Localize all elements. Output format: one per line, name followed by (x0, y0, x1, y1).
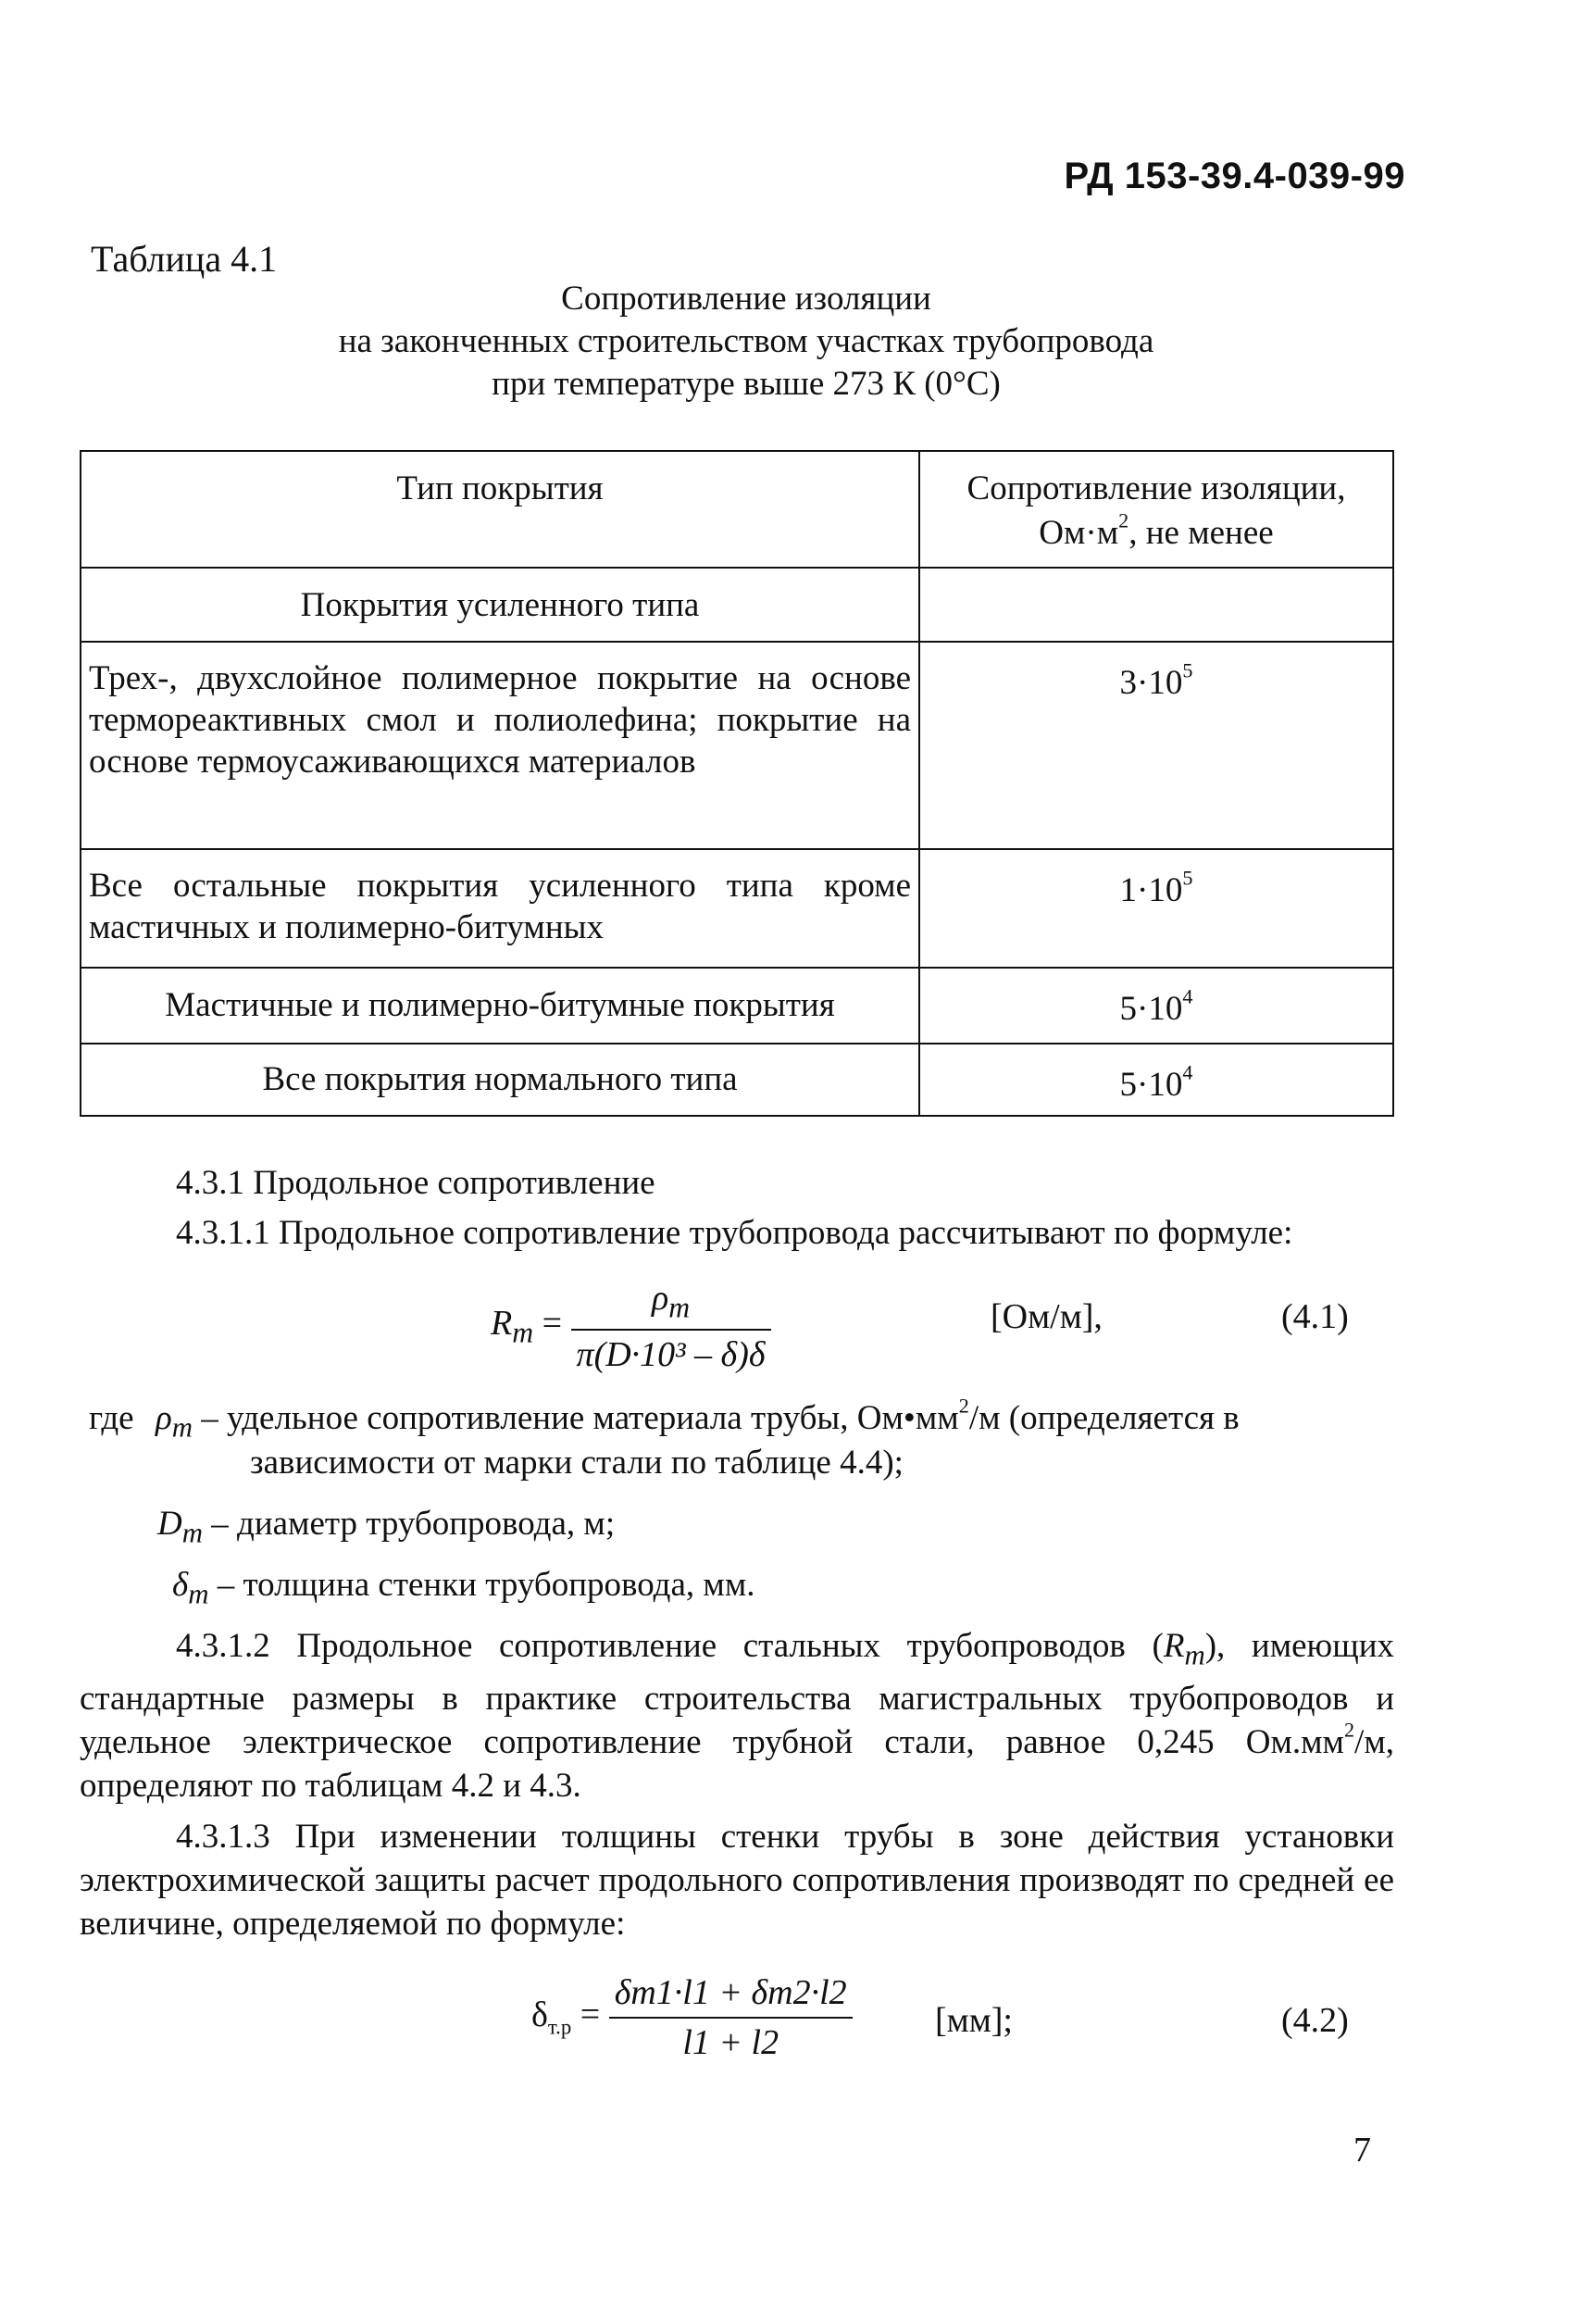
empty-cell (919, 568, 1393, 642)
paragraph-4-3-1-3: 4.3.1.3 При изменении толщины стенки трубы в зоне действия установки электрохимической защиты расчет продольного сопротивления производят по средней ее величине, определяемой по формуле: (80, 1818, 1394, 1943)
formula-lhs: $R_m$ (491, 1304, 534, 1349)
insulation-resistance-table (80, 450, 1394, 1117)
resistance-value-cell: $5\cdot 10^4$ (919, 1044, 1393, 1116)
paragraph-4-3-1-2: 4.3.1.2 Продольное сопротивление стальных трубопроводов $(R_m)$, имеющих стандартные размеры в практике строительства магистральных трубопроводов и удельное электрическое сопротивление трубной стали, равное 0,245 $Ом.мм^2/м$, определяют по таблицам 4.2 и 4.3. (80, 1627, 1394, 1806)
coating-type-cell: Мастичные и полимерно-битумные покрытия (81, 968, 919, 1044)
table-label: Таблица 4.1 (91, 238, 278, 280)
resistance-value-cell: $1\cdot 10^5$ (919, 849, 1393, 968)
where-label: где (89, 1399, 134, 1437)
resistance-value-cell: $5\cdot 10^4$ (919, 968, 1393, 1044)
column-header-coating-type (81, 451, 919, 568)
table-row (81, 968, 1393, 1044)
resistance-value-cell: $3\cdot 10^5$ (919, 642, 1393, 849)
formula-4-1: $R_m$ = $\frac{\rho_m}{\text{π(D·10³ – δ)δ}}$ (491, 1278, 771, 1375)
formula-lhs: $\delta_{т.р}$ (531, 1995, 572, 2039)
formula-unit: [Ом/м], (991, 1297, 1103, 1336)
section-title: Покрытия усиленного типа (81, 568, 919, 642)
table-caption-line: при температуре выше 273 К (0°С) (492, 365, 1001, 403)
column-header-resistance (919, 451, 1393, 568)
formula-fraction: $\frac{\delta т1\cdot l1 + \delta т2\cdot l2}{l1 + l2}$ (609, 1972, 853, 2063)
paragraph-4-3-1-1: 4.3.1.1 Продольное сопротивление трубопровода рассчитывают по формуле: (176, 1214, 1293, 1252)
formula-number: (4.1) (1281, 1297, 1349, 1336)
table-section-row (81, 568, 1393, 642)
coating-type-cell: Все остальные покрытия усиленного типа кроме мастичных и полимерно-битумных (81, 849, 919, 968)
definition-rho-continuation: зависимости от марки стали по таблице 4.4); (250, 1444, 904, 1482)
table-header-row (81, 451, 1393, 568)
coating-type-cell: Все покрытия нормального типа (81, 1044, 919, 1116)
page-number: 7 (1353, 2131, 1371, 2170)
definition-wall-thickness: $\delta_m$ – толщина стенки трубопровода, мм. (172, 1566, 755, 1610)
table-row (81, 1044, 1393, 1116)
section-heading-4-3-1: 4.3.1 Продольное сопротивление (176, 1164, 655, 1202)
definition-diameter: $D_m$ – диаметр трубопровода, м; (157, 1505, 616, 1549)
column-header-text: Сопротивление изоляции, (966, 469, 1346, 507)
formula-fraction: $\frac{\rho_m}{\text{π(D·10³ – δ)δ}}$ (571, 1278, 771, 1375)
column-header-unit: $Ом\cdot м^2$, не менее (1039, 508, 1274, 552)
table-row (81, 642, 1393, 849)
formula-number: (4.2) (1281, 2001, 1349, 2040)
table-row (81, 849, 1393, 968)
definition-rho: $\rho_m$ – удельное сопротивление материала трубы, $Ом•мм^2/м$ (определяется в (156, 1394, 1240, 1444)
document-code: РД 153-39.4-039-99 (1064, 156, 1405, 196)
table-caption-line: Сопротивление изоляции (561, 280, 931, 318)
table-caption-line: на законченных строительством участках трубопровода (338, 322, 1154, 360)
column-header-text: Тип покрытия (396, 469, 604, 507)
coating-type-cell: Трех-, двухслойное полимерное покрытие на основе термореактивных смол и полиолефина; покрытие на основе термоусаживающихся материалов (81, 642, 919, 849)
formula-unit: [мм]; (935, 2001, 1013, 2040)
formula-4-2: $\delta_{т.р}$ = $\frac{\delta т1\cdot l1 + \delta т2\cdot l2}{l1 + l2}$ (531, 1972, 853, 2063)
